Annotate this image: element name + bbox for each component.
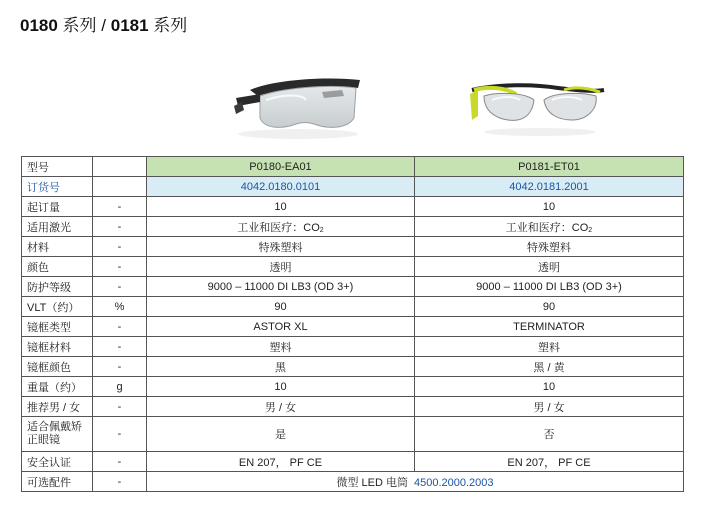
row-unit: [93, 177, 147, 197]
table-row: [22, 357, 684, 377]
value-p0180: 工业和医疗：$CO_2$: [147, 217, 415, 237]
table-row: [22, 397, 684, 417]
table-row: [22, 417, 684, 452]
value-p0180: 10: [147, 377, 415, 397]
value-p0180: 90: [147, 297, 415, 317]
value-p0180: 黑: [147, 357, 415, 377]
row-unit: -: [93, 317, 147, 337]
accessory-code: 4500.2000.2003: [413, 476, 494, 489]
model-p0180: P0180-EA01: [147, 157, 415, 177]
table-row: [22, 317, 684, 337]
value-p0181: 9000 – 11000 DI LB3 (OD 3+): [415, 277, 684, 297]
row-label: 可选配件: [22, 472, 93, 492]
value-p0180: 9000 – 11000 DI LB3 (OD 3+): [147, 277, 415, 297]
page-title: 0180 系列 / 0181 系列: [20, 16, 188, 35]
value-p0180: 是: [147, 417, 415, 452]
row-label: 推荐男 / 女: [22, 397, 93, 417]
row-label: 适合佩戴矫正眼镜: [22, 417, 93, 452]
table-row: [22, 452, 684, 472]
row-unit: g: [93, 377, 147, 397]
value-p0180: 透明: [147, 257, 415, 277]
value-p0181: TERMINATOR: [415, 317, 684, 337]
table-row-accessory: [22, 472, 684, 492]
table-row-model: [22, 157, 684, 177]
row-unit: -: [93, 452, 147, 472]
row-unit: -: [93, 197, 147, 217]
table-row: [22, 337, 684, 357]
value-p0181: 90: [415, 297, 684, 317]
order-number-p0180: 4042.0180.0101: [147, 177, 415, 197]
row-label: 起订量: [22, 197, 93, 217]
row-unit: -: [93, 257, 147, 277]
table-row: [22, 277, 684, 297]
row-label: 镜框颜色: [22, 357, 93, 377]
row-label: VLT（约）: [22, 297, 93, 317]
value-p0181: EN 207， PF CE: [415, 452, 684, 472]
value-p0181: 黑 / 黄: [415, 357, 684, 377]
value-p0181: 男 / 女: [415, 397, 684, 417]
row-unit: -: [93, 237, 147, 257]
table-row: [22, 377, 684, 397]
value-p0180: EN 207， PF CE: [147, 452, 415, 472]
value-p0180: 特殊塑料: [147, 237, 415, 257]
row-unit: -: [93, 277, 147, 297]
value-p0181: 10: [415, 197, 684, 217]
value-p0181: 透明: [415, 257, 684, 277]
product-image-p0180: [232, 66, 364, 142]
row-unit: -: [93, 357, 147, 377]
product-image-p0181: [468, 76, 606, 138]
value-p0180: 男 / 女: [147, 397, 415, 417]
accessory-value: [147, 472, 684, 492]
table-row: [22, 237, 684, 257]
value-p0181: 工业和医疗：$CO_2$: [415, 217, 684, 237]
row-label: 镜框材料: [22, 337, 93, 357]
row-unit: -: [93, 337, 147, 357]
value-p0181: 塑料: [415, 337, 684, 357]
value-p0181: 10: [415, 377, 684, 397]
row-label: 颜色: [22, 257, 93, 277]
table-row: [22, 197, 684, 217]
order-number-p0181: 4042.0181.2001: [415, 177, 684, 197]
row-unit: -: [93, 417, 147, 452]
row-label: 材料: [22, 237, 93, 257]
row-label: 订货号: [22, 177, 93, 197]
row-label: 镜框类型: [22, 317, 93, 337]
row-label: 重量（约）: [22, 377, 93, 397]
accessory-name: 微型 LED 电筒: [336, 476, 408, 489]
row-label: 型号: [22, 157, 93, 177]
row-unit: [93, 157, 147, 177]
table-row: [22, 217, 684, 237]
table-row: [22, 257, 684, 277]
row-unit: %: [93, 297, 147, 317]
value-p0180: 塑料: [147, 337, 415, 357]
value-p0181: 特殊塑料: [415, 237, 684, 257]
row-label: 安全认证: [22, 452, 93, 472]
spec-table: [21, 156, 684, 492]
row-unit: -: [93, 472, 147, 492]
table-row: [22, 297, 684, 317]
row-unit: -: [93, 397, 147, 417]
row-label: 防护等级: [22, 277, 93, 297]
row-unit: -: [93, 217, 147, 237]
table-row-order-number: [22, 177, 684, 197]
value-p0180: ASTOR XL: [147, 317, 415, 337]
value-p0181: 否: [415, 417, 684, 452]
value-p0180: 10: [147, 197, 415, 217]
model-p0181: P0181-ET01: [415, 157, 684, 177]
row-label: 适用激光: [22, 217, 93, 237]
